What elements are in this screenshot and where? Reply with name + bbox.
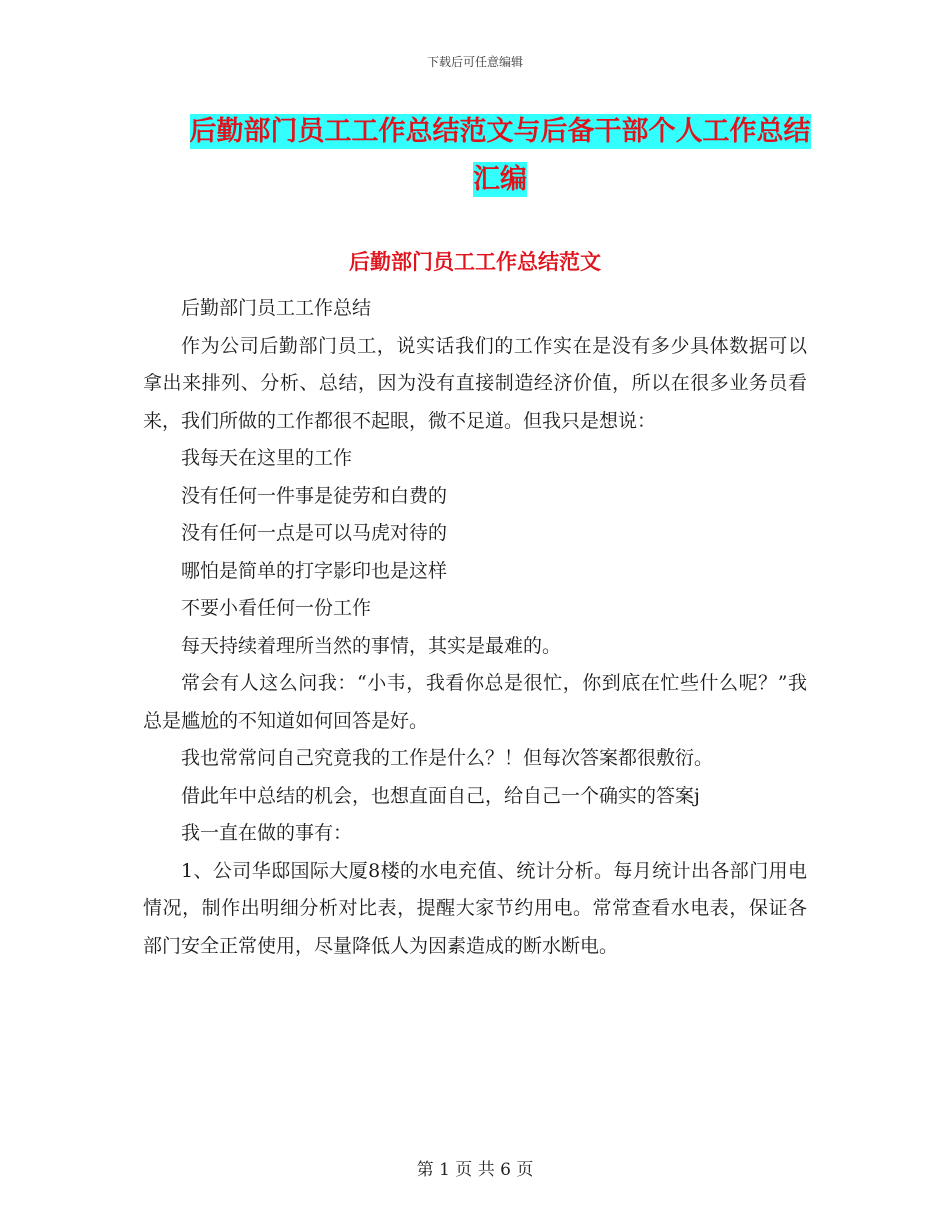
paragraph: 1、公司华邸国际大厦8楼的水电充值、统计分析。每月统计出各部门用电情况，制作出明细分析对比表，提醒大家节约用电。常常查看水电表，保证各部门安全正常使用，尽量降低人为因素造成的断水断电。 [143, 859, 807, 957]
paragraph: 哪怕是简单的打字影印也是这样 [181, 559, 448, 582]
header-note: 下载后可任意编辑 [426, 55, 523, 69]
document-title-line2: 汇编 [473, 164, 527, 195]
paragraph: 没有任何一点是可以马虎对待的 [181, 522, 448, 544]
section-title: 后勤部门员工工作总结范文 [349, 250, 601, 274]
paragraph: 没有任何一件事是徒劳和白费的 [181, 484, 448, 507]
paragraph: 常会有人这么问我：“小韦，我看你总是很忙，你到底在忙些什么呢？”我总是尴尬的不知道如何回答是好。 [143, 672, 807, 732]
paragraph: 借此年中总结的机会，也想直面自己，给自己一个确实的答案j [181, 784, 700, 807]
document-body [143, 290, 807, 965]
page-number-footer: 第 1 页 共 6 页 [416, 1160, 534, 1180]
document-title [185, 108, 815, 204]
paragraph: 不要小看任何一份工作 [181, 597, 372, 619]
paragraph: 每天持续着理所当然的事情，其实是最难的。 [181, 634, 562, 657]
document-title-line1: 后勤部门员工工作总结范文与后备干部个人工作总结 [189, 116, 811, 147]
paragraph: 我一直在做的事有： [181, 822, 353, 844]
paragraph: 我也常常问自己究竟我的工作是什么？！但每次答案都很敷衍。 [181, 747, 714, 769]
paragraph: 我每天在这里的工作 [181, 447, 353, 469]
paragraph: 作为公司后勤部门员工，说实话我们的工作实在是没有多少具体数据可以拿出来排列、分析、总结，因为没有直接制造经济价值，所以在很多业务员看来，我们所做的工作都很不起眼，微不足道。但我只是想说： [143, 334, 807, 432]
paragraph: 后勤部门员工工作总结 [181, 297, 372, 319]
